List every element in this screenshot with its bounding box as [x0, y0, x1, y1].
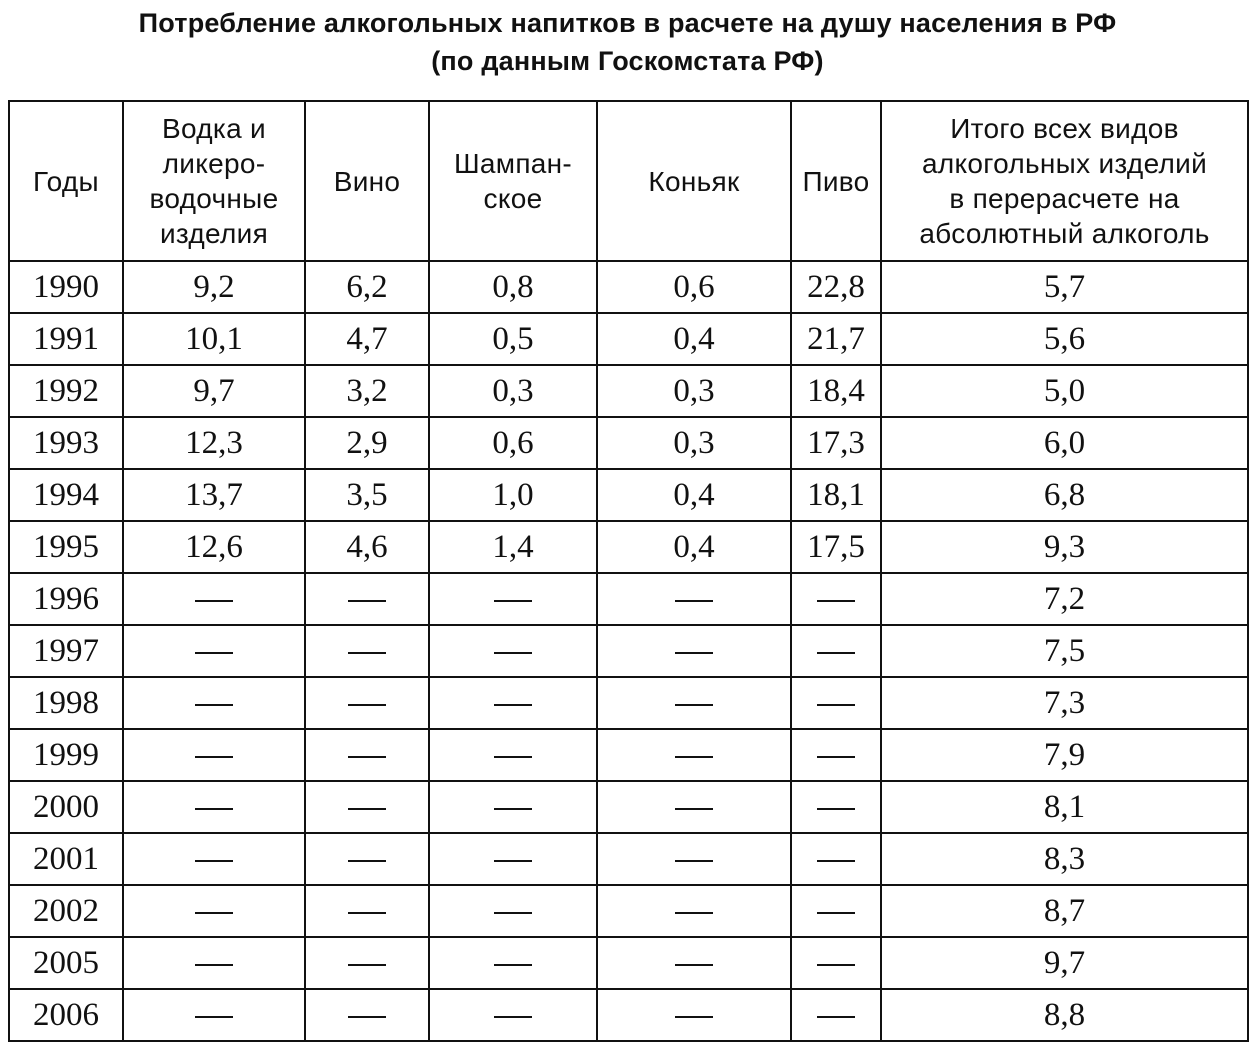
no-data-dash: [675, 860, 713, 862]
cell-year: 1990: [9, 261, 123, 313]
cell-champagne: [429, 625, 597, 677]
table-row: [9, 781, 1248, 833]
cell-champagne: 0,6: [429, 417, 597, 469]
cell-beer: 21,7: [791, 313, 881, 365]
no-data-dash: [494, 964, 532, 966]
column-header-line: алкогольных изделий: [921, 148, 1208, 179]
cell-wine: [305, 989, 429, 1041]
cell-total-absolute-alcohol: 7,9: [881, 729, 1248, 781]
cell-total-absolute-alcohol: 8,7: [881, 885, 1248, 937]
no-data-dash: [195, 652, 233, 654]
no-data-dash: [675, 964, 713, 966]
table-row: [9, 521, 1248, 573]
cell-wine: [305, 937, 429, 989]
column-header-line: водочные: [149, 183, 279, 214]
column-header-champagne: [429, 101, 597, 261]
table-row: [9, 313, 1248, 365]
table-body: [9, 261, 1248, 1041]
cell-beer: [791, 937, 881, 989]
no-data-dash: [195, 600, 233, 602]
column-header-total-absolute-alcohol: [881, 101, 1248, 261]
column-header-line: в перерасчете на: [949, 183, 1180, 214]
no-data-dash: [348, 600, 386, 602]
no-data-dash: [817, 704, 855, 706]
title-line-1: Потребление алкогольных напитков в расчете на душу населения в РФ: [138, 8, 1117, 38]
cell-cognac: 0,3: [597, 365, 791, 417]
cell-vodka: [123, 677, 305, 729]
cell-beer: 18,4: [791, 365, 881, 417]
cell-total-absolute-alcohol: 8,1: [881, 781, 1248, 833]
column-header-line: Водка и: [162, 113, 266, 144]
cell-vodka: [123, 625, 305, 677]
cell-vodka: 9,2: [123, 261, 305, 313]
no-data-dash: [675, 652, 713, 654]
no-data-dash: [675, 1016, 713, 1018]
table-row: [9, 729, 1248, 781]
cell-beer: 22,8: [791, 261, 881, 313]
cell-wine: [305, 833, 429, 885]
cell-total-absolute-alcohol: 6,8: [881, 469, 1248, 521]
no-data-dash: [195, 860, 233, 862]
table-row: [9, 469, 1248, 521]
no-data-dash: [348, 808, 386, 810]
cell-total-absolute-alcohol: 5,0: [881, 365, 1248, 417]
cell-wine: [305, 781, 429, 833]
consumption-table: [8, 100, 1249, 1042]
cell-year: 2005: [9, 937, 123, 989]
no-data-dash: [195, 964, 233, 966]
table-row: [9, 573, 1248, 625]
cell-cognac: [597, 781, 791, 833]
cell-champagne: 1,0: [429, 469, 597, 521]
cell-wine: 6,2: [305, 261, 429, 313]
no-data-dash: [817, 964, 855, 966]
cell-wine: [305, 885, 429, 937]
no-data-dash: [494, 756, 532, 758]
cell-year: 2000: [9, 781, 123, 833]
no-data-dash: [348, 756, 386, 758]
no-data-dash: [348, 704, 386, 706]
no-data-dash: [494, 652, 532, 654]
no-data-dash: [195, 808, 233, 810]
table-row: [9, 365, 1248, 417]
cell-wine: [305, 573, 429, 625]
cell-wine: 4,7: [305, 313, 429, 365]
cell-champagne: [429, 781, 597, 833]
cell-beer: [791, 729, 881, 781]
column-header-line: Годы: [33, 165, 99, 197]
no-data-dash: [494, 704, 532, 706]
cell-vodka: [123, 833, 305, 885]
no-data-dash: [675, 600, 713, 602]
cell-beer: [791, 573, 881, 625]
cell-wine: [305, 729, 429, 781]
cell-cognac: [597, 729, 791, 781]
no-data-dash: [817, 860, 855, 862]
cell-beer: [791, 885, 881, 937]
column-header-year: [9, 101, 123, 261]
cell-champagne: [429, 885, 597, 937]
cell-vodka: 12,3: [123, 417, 305, 469]
cell-cognac: 0,4: [597, 313, 791, 365]
cell-total-absolute-alcohol: 8,3: [881, 833, 1248, 885]
cell-champagne: [429, 573, 597, 625]
cell-champagne: 0,3: [429, 365, 597, 417]
cell-champagne: [429, 989, 597, 1041]
cell-cognac: [597, 989, 791, 1041]
cell-total-absolute-alcohol: 9,3: [881, 521, 1248, 573]
no-data-dash: [195, 756, 233, 758]
no-data-dash: [195, 704, 233, 706]
page-title: [0, 4, 1255, 80]
column-header-line: ликеро-: [162, 148, 266, 179]
cell-cognac: [597, 937, 791, 989]
column-header-wine: [305, 101, 429, 261]
no-data-dash: [494, 1016, 532, 1018]
cell-year: 1995: [9, 521, 123, 573]
no-data-dash: [195, 1016, 233, 1018]
cell-beer: [791, 989, 881, 1041]
cell-champagne: 1,4: [429, 521, 597, 573]
cell-beer: [791, 677, 881, 729]
cell-wine: 3,5: [305, 469, 429, 521]
no-data-dash: [675, 756, 713, 758]
column-header-line: Шампан-: [453, 148, 573, 179]
cell-wine: [305, 625, 429, 677]
no-data-dash: [494, 600, 532, 602]
no-data-dash: [494, 912, 532, 914]
cell-cognac: 0,4: [597, 469, 791, 521]
cell-total-absolute-alcohol: 5,7: [881, 261, 1248, 313]
cell-year: 1992: [9, 365, 123, 417]
table-row: [9, 885, 1248, 937]
column-header-line: ское: [483, 183, 543, 214]
cell-champagne: 0,8: [429, 261, 597, 313]
column-header-line: Коньяк: [648, 165, 740, 197]
cell-vodka: [123, 729, 305, 781]
cell-cognac: 0,4: [597, 521, 791, 573]
no-data-dash: [675, 704, 713, 706]
cell-beer: 18,1: [791, 469, 881, 521]
no-data-dash: [348, 912, 386, 914]
cell-year: 1991: [9, 313, 123, 365]
cell-vodka: [123, 885, 305, 937]
cell-wine: 2,9: [305, 417, 429, 469]
title-line-2: (по данным Госкомстата РФ): [431, 46, 824, 76]
cell-total-absolute-alcohol: 9,7: [881, 937, 1248, 989]
table-row: [9, 417, 1248, 469]
cell-vodka: [123, 937, 305, 989]
table-row: [9, 833, 1248, 885]
cell-year: 1998: [9, 677, 123, 729]
cell-vodka: [123, 989, 305, 1041]
column-header-line: изделия: [159, 218, 269, 249]
no-data-dash: [817, 652, 855, 654]
column-header-beer: [791, 101, 881, 261]
cell-year: 1997: [9, 625, 123, 677]
table-row: [9, 261, 1248, 313]
cell-year: 2001: [9, 833, 123, 885]
cell-beer: 17,5: [791, 521, 881, 573]
no-data-dash: [494, 860, 532, 862]
cell-wine: 4,6: [305, 521, 429, 573]
cell-cognac: [597, 625, 791, 677]
no-data-dash: [348, 964, 386, 966]
no-data-dash: [348, 1016, 386, 1018]
cell-champagne: [429, 677, 597, 729]
cell-total-absolute-alcohol: 8,8: [881, 989, 1248, 1041]
cell-beer: 17,3: [791, 417, 881, 469]
cell-year: 1994: [9, 469, 123, 521]
cell-beer: [791, 833, 881, 885]
cell-year: 2006: [9, 989, 123, 1041]
no-data-dash: [817, 1016, 855, 1018]
cell-beer: [791, 625, 881, 677]
cell-beer: [791, 781, 881, 833]
no-data-dash: [817, 912, 855, 914]
cell-total-absolute-alcohol: 7,5: [881, 625, 1248, 677]
cell-year: 1996: [9, 573, 123, 625]
cell-total-absolute-alcohol: 6,0: [881, 417, 1248, 469]
cell-vodka: 12,6: [123, 521, 305, 573]
cell-year: 2002: [9, 885, 123, 937]
no-data-dash: [675, 912, 713, 914]
cell-champagne: 0,5: [429, 313, 597, 365]
cell-cognac: 0,3: [597, 417, 791, 469]
no-data-dash: [494, 808, 532, 810]
cell-total-absolute-alcohol: 5,6: [881, 313, 1248, 365]
no-data-dash: [817, 808, 855, 810]
column-header-line: абсолютный алкоголь: [919, 218, 1210, 249]
cell-wine: 3,2: [305, 365, 429, 417]
cell-cognac: [597, 573, 791, 625]
column-header-cognac: [597, 101, 791, 261]
cell-cognac: [597, 885, 791, 937]
table-row: [9, 677, 1248, 729]
cell-champagne: [429, 937, 597, 989]
cell-vodka: 10,1: [123, 313, 305, 365]
cell-total-absolute-alcohol: 7,3: [881, 677, 1248, 729]
no-data-dash: [348, 860, 386, 862]
column-header-line: Пиво: [802, 165, 870, 197]
cell-cognac: 0,6: [597, 261, 791, 313]
column-header-line: Вино: [333, 165, 401, 197]
table-header-row: [9, 101, 1248, 261]
cell-vodka: 13,7: [123, 469, 305, 521]
cell-champagne: [429, 729, 597, 781]
cell-cognac: [597, 677, 791, 729]
cell-vodka: 9,7: [123, 365, 305, 417]
column-header-line: Итого всех видов: [950, 113, 1179, 144]
no-data-dash: [195, 912, 233, 914]
cell-year: 1999: [9, 729, 123, 781]
cell-vodka: [123, 781, 305, 833]
table-row: [9, 937, 1248, 989]
no-data-dash: [817, 600, 855, 602]
cell-year: 1993: [9, 417, 123, 469]
cell-total-absolute-alcohol: 7,2: [881, 573, 1248, 625]
column-header-vodka: [123, 101, 305, 261]
table-row: [9, 989, 1248, 1041]
cell-wine: [305, 677, 429, 729]
no-data-dash: [817, 756, 855, 758]
cell-vodka: [123, 573, 305, 625]
no-data-dash: [348, 652, 386, 654]
table-row: [9, 625, 1248, 677]
no-data-dash: [675, 808, 713, 810]
cell-champagne: [429, 833, 597, 885]
cell-cognac: [597, 833, 791, 885]
